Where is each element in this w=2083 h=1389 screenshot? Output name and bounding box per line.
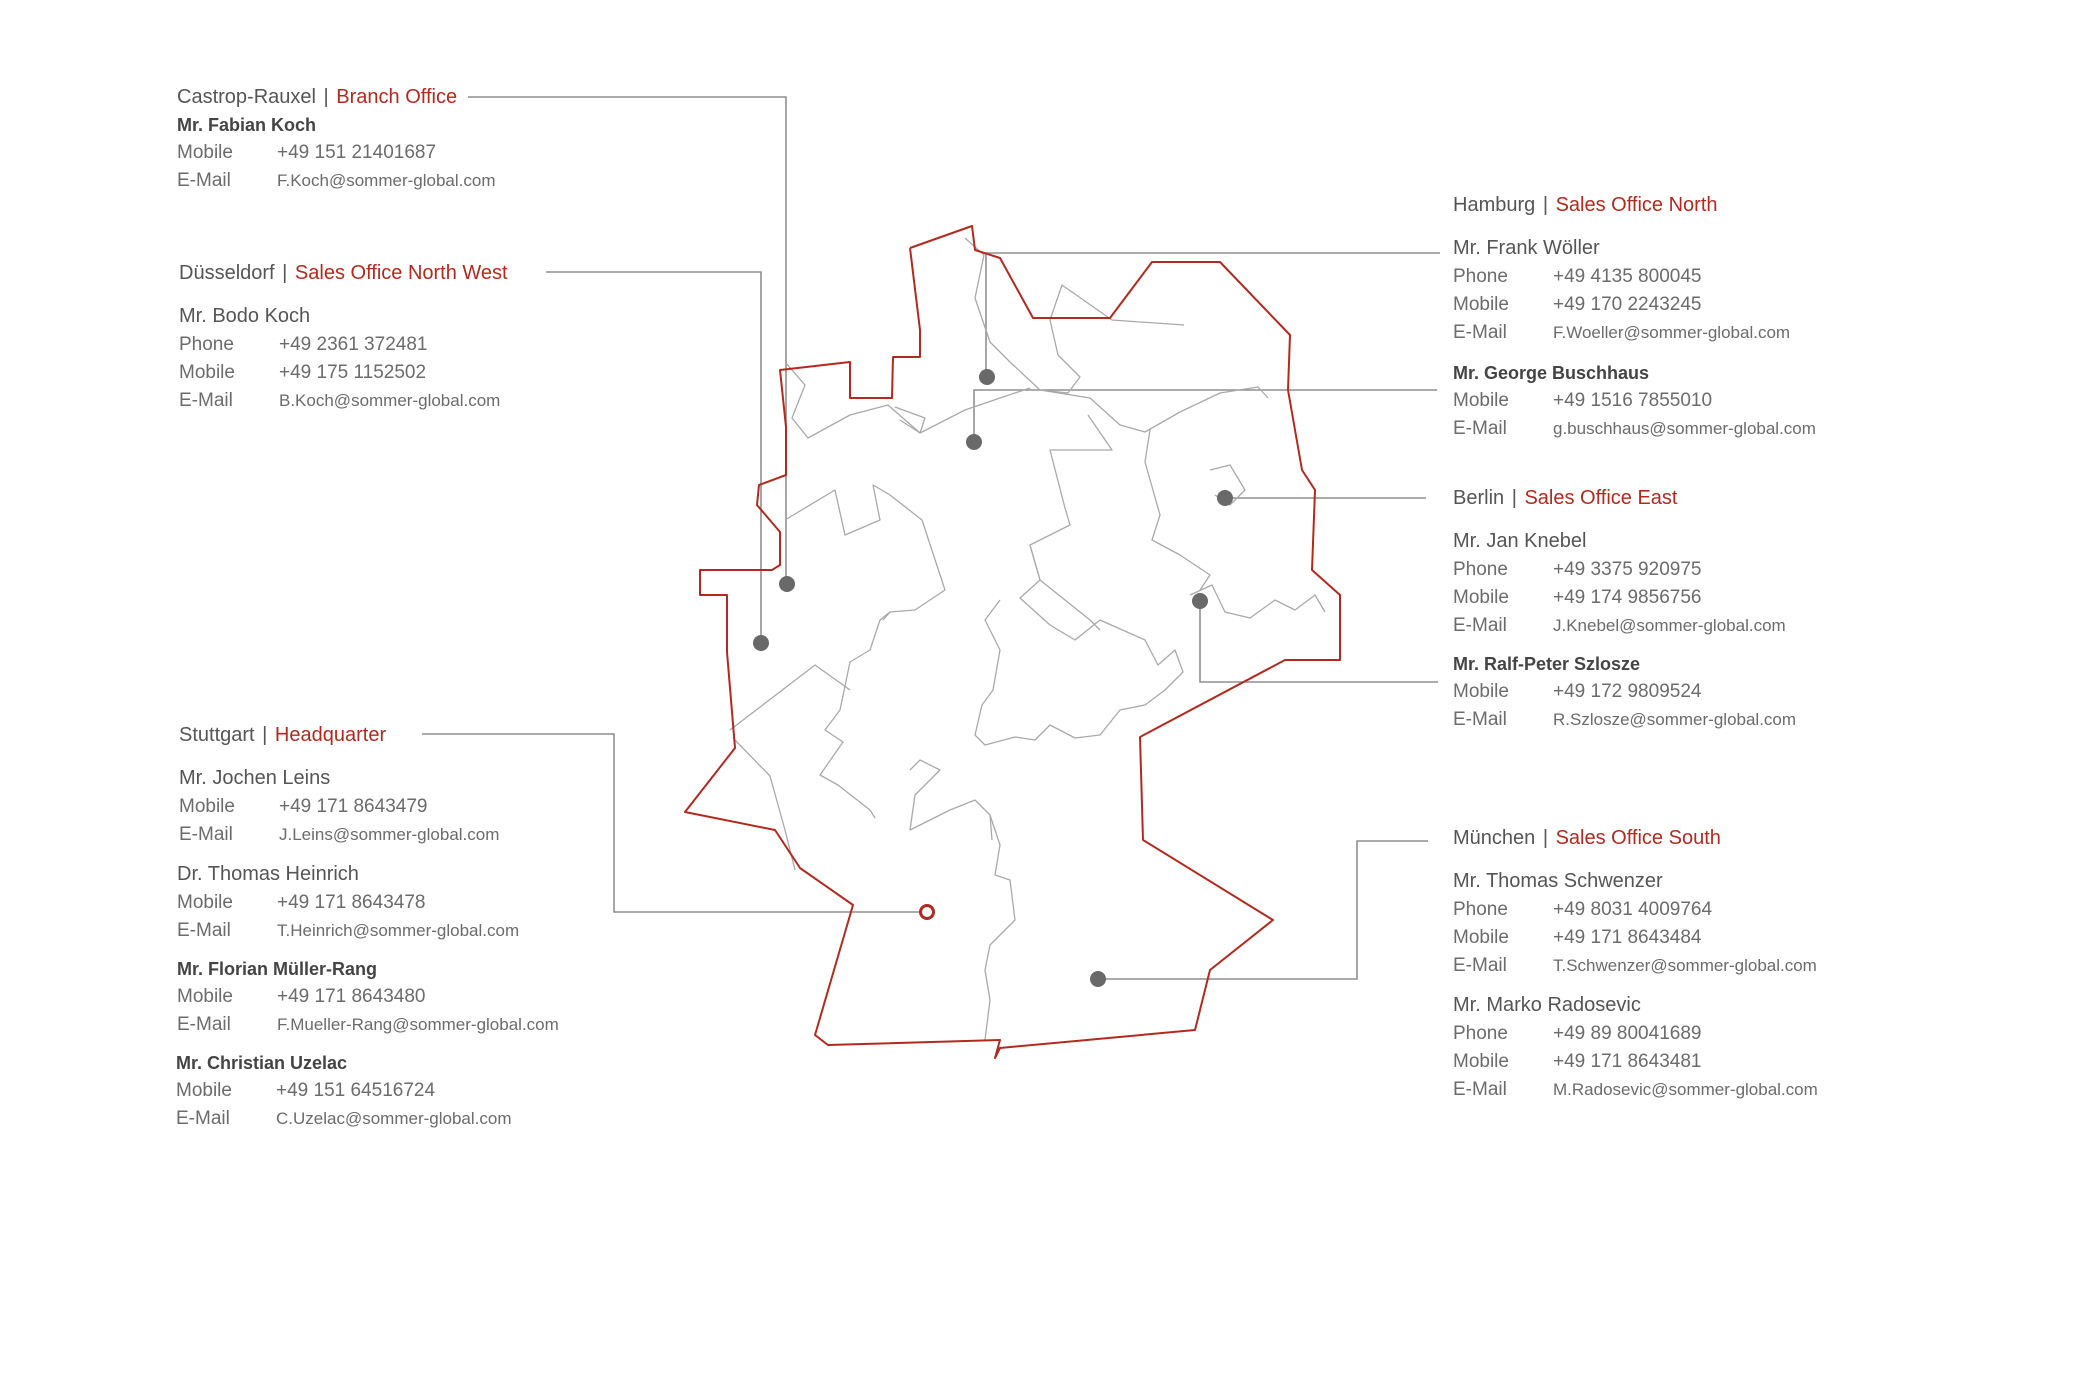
office-heading: Stuttgart | Headquarter [179, 724, 387, 746]
person-name: Mr. Marko Radosevic [1453, 994, 1641, 1016]
office-type: Sales Office East [1524, 487, 1678, 509]
person-name: Mr. Christian Uzelac [176, 1053, 348, 1073]
contact-label: Mobile [1453, 1051, 1509, 1072]
office-type: Sales Office North West [294, 262, 508, 284]
contact-label: Mobile [176, 1080, 232, 1101]
office-city: Castrop-Rauxel [177, 86, 316, 108]
mobile-number[interactable]: +49 170 2243245 [1553, 294, 1702, 315]
contact-person [177, 863, 559, 945]
person-name: Mr. Ralf-Peter Szlosze [1453, 654, 1641, 674]
email-link[interactable]: F.Koch@sommer-global.com [277, 171, 496, 190]
marker-hamburg-2 [966, 434, 982, 450]
office-markers [753, 369, 1233, 987]
marker-berlin [1217, 490, 1233, 506]
office-city: München [1453, 827, 1536, 849]
contact-label: E-Mail [177, 170, 231, 191]
contact-label: Phone [1453, 1023, 1508, 1044]
office-type: Sales Office North [1555, 194, 1718, 216]
contact-label: Mobile [177, 892, 233, 913]
contact-person [179, 305, 508, 415]
office-city: Stuttgart [179, 724, 255, 746]
person-name: Mr. Florian Müller-Rang [177, 959, 378, 979]
office-type: Headquarter [274, 724, 387, 746]
email-link[interactable]: M.Radosevic@sommer-global.com [1553, 1080, 1818, 1099]
contact-label: Mobile [177, 142, 233, 163]
border-nds-sa [1030, 415, 1112, 630]
border-nrw-nds [785, 485, 945, 590]
mobile-number[interactable]: +49 172 9809524 [1553, 681, 1702, 702]
contact-label: E-Mail [177, 920, 231, 941]
contact-person [1453, 363, 1816, 443]
mobile-number[interactable]: +49 171 8643484 [1553, 927, 1702, 948]
contact-label: E-Mail [1453, 955, 1507, 976]
office-hamburg [1453, 194, 1816, 443]
person-name: Mr. George Buschhaus [1453, 363, 1650, 383]
office-city: Hamburg [1453, 194, 1536, 216]
contact-label: E-Mail [1453, 1079, 1507, 1100]
mobile-number[interactable]: +49 171 8643481 [1553, 1051, 1702, 1072]
email-link[interactable]: F.Woeller@sommer-global.com [1553, 323, 1791, 342]
contact-label: Phone [1453, 266, 1508, 287]
office-heading: München | Sales Office South [1453, 827, 1721, 849]
leader-duesseldorf [546, 272, 761, 643]
office-city: Berlin [1453, 487, 1505, 509]
contact-person [177, 115, 496, 195]
contact-label: E-Mail [179, 824, 233, 845]
contact-label: E-Mail [177, 1014, 231, 1035]
border-he-by [910, 760, 992, 840]
phone-number[interactable]: +49 8031 4009764 [1553, 899, 1713, 920]
border-bw-by [985, 815, 1015, 1040]
contact-label: Mobile [1453, 927, 1509, 948]
person-name: Dr. Thomas Heinrich [177, 863, 359, 885]
email-link[interactable]: F.Mueller-Rang@sommer-global.com [277, 1015, 559, 1034]
contact-person [1453, 654, 1796, 734]
person-name: Mr. Frank Wöller [1453, 237, 1600, 259]
contact-person [1453, 994, 1818, 1104]
contact-label: Phone [1453, 899, 1508, 920]
contact-label: Phone [1453, 559, 1508, 580]
border-nds-bb [1145, 430, 1210, 590]
office-castrop-rauxel [177, 86, 496, 195]
contact-label: Mobile [1453, 390, 1509, 411]
email-link[interactable]: T.Schwenzer@sommer-global.com [1553, 956, 1817, 975]
contact-person [177, 959, 559, 1039]
email-link[interactable]: J.Knebel@sommer-global.com [1553, 616, 1786, 635]
border-he-th [975, 600, 1145, 745]
office-berlin [1453, 487, 1796, 734]
leader-berlin-2 [1200, 601, 1438, 682]
email-link[interactable]: B.Koch@sommer-global.com [279, 391, 501, 410]
contact-person [1453, 237, 1816, 347]
mobile-number[interactable]: +49 151 64516724 [276, 1080, 436, 1101]
border-sh-nds [965, 238, 1184, 393]
mobile-number[interactable]: +49 175 1152502 [279, 362, 427, 383]
contact-person [176, 1053, 559, 1133]
contact-label: E-Mail [1453, 322, 1507, 343]
office-heading: Castrop-Rauxel | Branch Office [177, 86, 458, 108]
border-hb [895, 407, 925, 433]
contact-label: E-Mail [1453, 709, 1507, 730]
state-borders [730, 238, 1325, 1040]
office-heading: Düsseldorf | Sales Office North West [179, 262, 508, 284]
office-stuttgart [176, 724, 559, 1133]
mobile-number[interactable]: +49 151 21401687 [277, 142, 437, 163]
leader-lines [422, 97, 1440, 979]
email-link[interactable]: C.Uzelac@sommer-global.com [276, 1109, 512, 1128]
marker-castrop-rauxel [779, 576, 795, 592]
marker-hamburg [979, 369, 995, 385]
mobile-number[interactable]: +49 171 8643479 [279, 796, 428, 817]
marker-berlin-2 [1192, 593, 1208, 609]
contact-label: Mobile [179, 796, 235, 817]
leader-hamburg-2 [974, 390, 1437, 442]
contact-person [179, 767, 559, 849]
contact-label: Mobile [177, 986, 233, 1007]
leader-hamburg [986, 253, 1440, 378]
border-bb-sn [1190, 585, 1325, 618]
person-name: Mr. Fabian Koch [177, 115, 317, 135]
contact-person [1453, 530, 1796, 640]
contact-label: Phone [179, 334, 234, 355]
contact-person [1453, 870, 1818, 980]
office-muenchen [1453, 827, 1818, 1104]
person-name: Mr. Thomas Schwenzer [1453, 870, 1663, 892]
border-sa-th [1020, 545, 1183, 705]
email-link[interactable]: J.Leins@sommer-global.com [279, 825, 500, 844]
email-link[interactable]: g.buschhaus@sommer-global.com [1553, 419, 1816, 438]
contact-label: Mobile [179, 362, 235, 383]
person-name: Mr. Jochen Leins [179, 767, 331, 789]
contact-label: E-Mail [1453, 418, 1507, 439]
country-border [685, 226, 1340, 1058]
phone-number[interactable]: +49 89 80041689 [1553, 1023, 1702, 1044]
contact-label: E-Mail [176, 1108, 230, 1129]
marker-muenchen [1090, 971, 1106, 987]
marker-duesseldorf [753, 635, 769, 651]
contact-label: Mobile [1453, 294, 1509, 315]
phone-number[interactable]: +49 4135 800045 [1553, 266, 1702, 287]
person-name: Mr. Jan Knebel [1453, 530, 1587, 552]
border-saar [733, 738, 795, 870]
border-mv [1040, 387, 1268, 432]
contact-label: Mobile [1453, 587, 1509, 608]
office-type: Sales Office South [1555, 827, 1721, 849]
leader-castrop-rauxel [468, 97, 786, 583]
phone-number[interactable]: +49 2361 372481 [279, 334, 428, 355]
contact-label: Mobile [1453, 681, 1509, 702]
phone-number[interactable]: +49 3375 920975 [1553, 559, 1702, 580]
email-link[interactable]: T.Heinrich@sommer-global.com [277, 921, 520, 940]
office-duesseldorf [179, 262, 508, 415]
mobile-number[interactable]: +49 1516 7855010 [1553, 390, 1713, 411]
office-heading: Hamburg | Sales Office North [1453, 194, 1718, 216]
marker-stuttgart-headquarter [921, 906, 934, 919]
contact-label: E-Mail [1453, 615, 1507, 636]
contact-label: E-Mail [179, 390, 233, 411]
office-type: Branch Office [336, 86, 458, 108]
person-name: Mr. Bodo Koch [179, 305, 311, 327]
mobile-number[interactable]: +49 171 8643480 [277, 986, 426, 1007]
mobile-number[interactable]: +49 174 9856756 [1553, 587, 1702, 608]
mobile-number[interactable]: +49 171 8643478 [277, 892, 426, 913]
office-city: Düsseldorf [179, 262, 275, 284]
email-link[interactable]: R.Szlosze@sommer-global.com [1553, 710, 1797, 729]
leader-muenchen [1098, 841, 1428, 979]
office-heading: Berlin | Sales Office East [1453, 487, 1678, 509]
